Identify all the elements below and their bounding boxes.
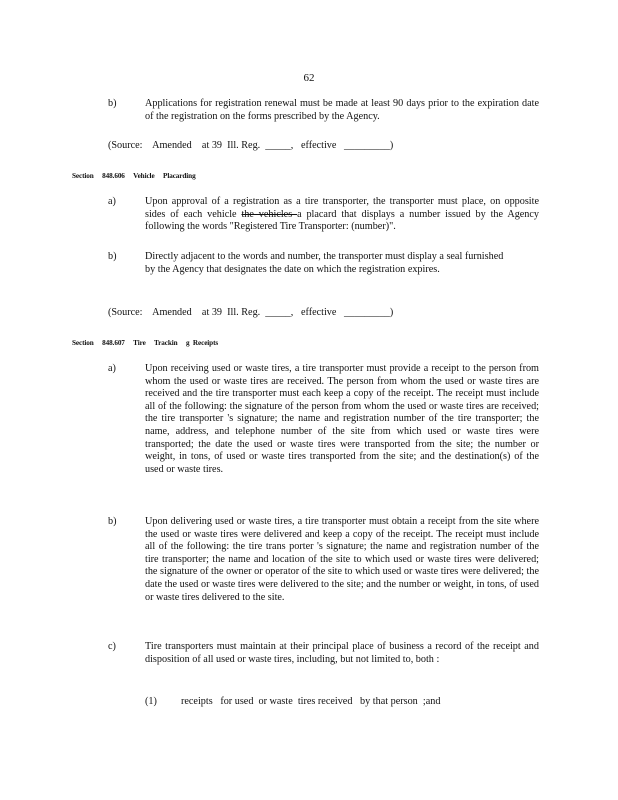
para-607b-text: Upon delivering used or waste tires, a tire transporter must obtain a receipt from the site where the used or waste tires were delivered and keep a copy of the receipt. The receipt must include all of the following: the tire trans porter 's signature; the name and registration number of the tire transporter; the name and location of the site to which used or waste tires were delivered; the signature of the owner or operator of the site to which used or waste tires were delivered; the date the used or waste tires were delivered to the site; and the number or weight, in tons, of used or waste tires delivered to the site.	[145, 516, 539, 603]
para-b-label: b)	[108, 98, 117, 109]
page-number: 62	[303, 72, 315, 84]
para-607a-label: a)	[108, 363, 116, 374]
para-606a-label: a)	[108, 196, 116, 207]
para-606a-text-after: a placard that displays a number issued by the Agency following the words "Registered Tire Transporter: (number)".	[145, 208, 540, 233]
source-note: (Source: Amended at 39 Ill. Reg. _____, effective _________)	[108, 140, 394, 151]
para-607b-label: b)	[108, 516, 117, 527]
struck-text: the vehicles	[241, 208, 298, 220]
para-607c-text: Tire transporters must maintain at their principal place of business a record of the receipt and disposition of all used or waste tires, including, but not limited to, both :	[145, 641, 539, 665]
section-heading-848-607: Section 848.607 Tire Trackin g Receipts	[72, 339, 219, 347]
para-606b-label: b)	[108, 251, 117, 262]
source-note: (Source: Amended at 39 Ill. Reg. _____, effective _________)	[108, 307, 394, 318]
para-606b-text: Directly adjacent to the words and number, the transporter must display a seal furnished by the Agency that designates the date on which the registration expires.	[145, 251, 504, 275]
para-607c-label: c)	[108, 641, 116, 652]
para-607a-text: Upon receiving used or waste tires, a tire transporter must provide a receipt to the person from whom the used or waste tires are received. The person from whom the used or waste tires are received and the tire transporter must each keep a copy of the receipt. The receipt must include all of the following: the signature of the person from whom the used or waste tires are received; the tire transporter 's signature; the name and registration number of the tire transporter; the name, address, and telephone number of the site from which used or waste tires were transported; the date the used or waste tires were transported from the site; the number or weight, in tons, of used or waste tires transported from the site; and the destination(s) of the used or waste tires.	[145, 363, 539, 475]
section-heading-848-606: Section 848.606 Vehicle Placarding	[72, 172, 196, 180]
item-1-text: receipts for used or waste tires received by that person ;and	[181, 696, 441, 707]
para-b-text: Applications for registration renewal must be made at least 90 days prior to the expiration date of the registration on the forms prescribed by the Agency.	[145, 98, 539, 122]
para-606a-text	[145, 196, 539, 234]
item-1-label: (1)	[145, 696, 157, 707]
para-606a-text-before: Upon approval of a registration as a tire transporter, the transporter must place, on opposite sides of each vehicle	[145, 196, 539, 220]
